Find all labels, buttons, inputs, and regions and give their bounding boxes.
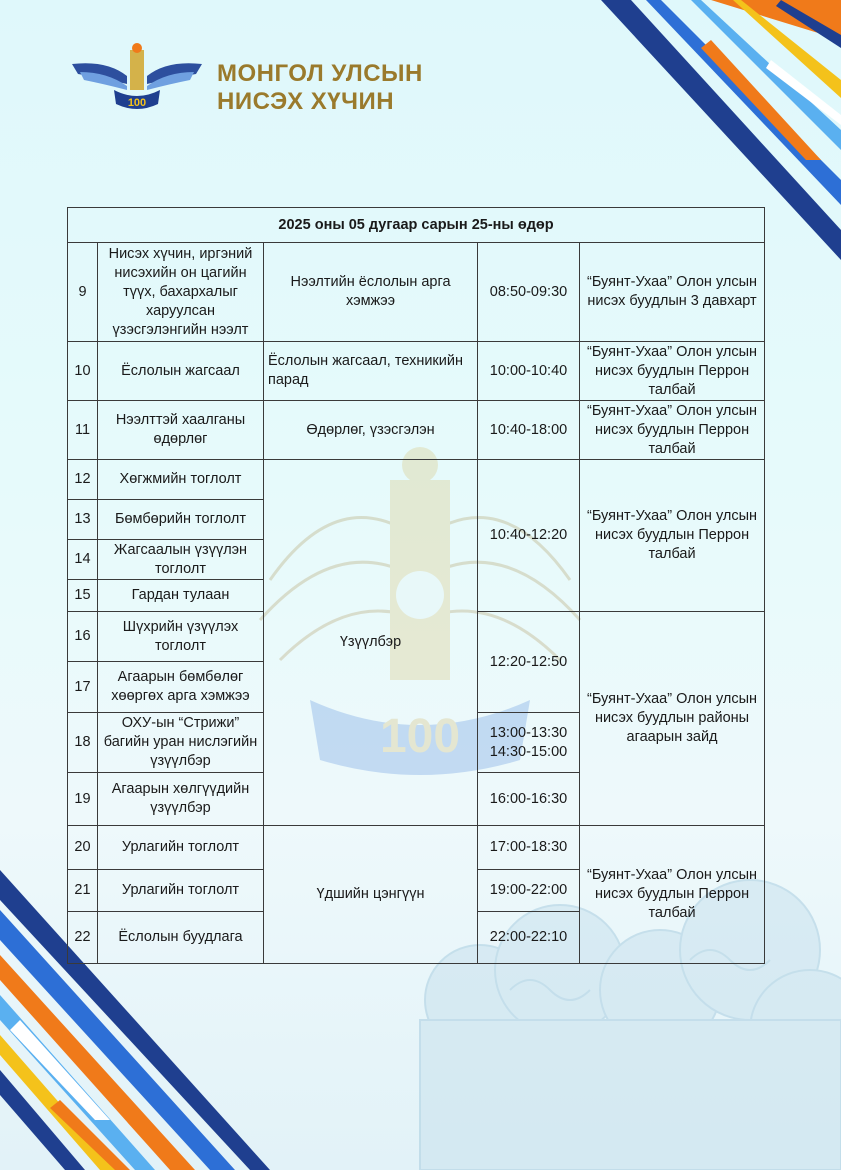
time-cell: 10:40-18:00 (478, 401, 580, 460)
table-row (68, 460, 765, 500)
row-number: 10 (68, 342, 98, 401)
event-cell: Ёслолын буудлага (98, 912, 264, 964)
time-cell: 12:20-12:50 (478, 612, 580, 713)
row-number: 15 (68, 580, 98, 612)
row-number: 18 (68, 713, 98, 773)
brand-title (217, 60, 423, 116)
row-number: 17 (68, 662, 98, 713)
schedule-table (67, 207, 765, 964)
category-cell: Ёслолын жагсаал, техникийн парад (264, 342, 478, 401)
time-line-1: 13:00-13:30 (489, 724, 568, 741)
event-cell: Хөгжмийн тоглолт (98, 460, 264, 500)
time-cell: 10:40-12:20 (478, 460, 580, 612)
event-cell: Бөмбөрийн тоглолт (98, 500, 264, 540)
time-line-2: 14:30-15:00 (489, 743, 568, 760)
row-number: 13 (68, 500, 98, 540)
event-cell: Нээлттэй хаалганы өдөрлөг (98, 401, 264, 460)
category-cell: Үдшийн цэнгүүн (264, 826, 478, 964)
table-row (68, 342, 765, 401)
event-cell: Гардан тулаан (98, 580, 264, 612)
row-number: 9 (68, 243, 98, 342)
time-cell: 22:00-22:10 (478, 912, 580, 964)
date-heading: 2025 оны 05 дугаар сарын 25-ны өдөр (68, 208, 765, 243)
time-cell (478, 713, 580, 773)
event-cell: Жагсаалын үзүүлэн тоглолт (98, 540, 264, 580)
brand-line-2: НИСЭХ ХҮЧИН (217, 88, 395, 115)
logo-number: 100 (127, 97, 147, 109)
event-cell: Нисэх хүчин, иргэний нисэхийн он цагийн түүх, бахархалыг харуулсан үзэсгэлэнгийн нээлт (98, 243, 264, 342)
brand-line-1: МОНГОЛ УЛСЫН (217, 60, 423, 87)
table-row (68, 826, 765, 870)
category-cell: Үзүүлбэр (264, 460, 478, 826)
time-cell: 17:00-18:30 (478, 826, 580, 870)
row-number: 11 (68, 401, 98, 460)
event-cell: ОХУ-ын “Стрижи” багийн уран нислэгийн үзүүлбэр (98, 713, 264, 773)
category-cell: Өдөрлөг, үзэсгэлэн (264, 401, 478, 460)
place-cell: “Буянт-Ухаа” Олон улсын нисэх буудлын районы агаарын зайд (580, 612, 765, 826)
event-cell: Агаарын бөмбөлөг хөөргөх арга хэмжээ (98, 662, 264, 713)
row-number: 21 (68, 870, 98, 912)
event-cell: Урлагийн тоглолт (98, 826, 264, 870)
place-cell: “Буянт-Ухаа” Олон улсын нисэх буудлын Перрон талбай (580, 342, 765, 401)
row-number: 20 (68, 826, 98, 870)
time-cell: 19:00-22:00 (478, 870, 580, 912)
table-row (68, 243, 765, 342)
place-cell: “Буянт-Ухаа” Олон улсын нисэх буудлын 3 давхарт (580, 243, 765, 342)
category-cell: Нээлтийн ёслолын арга хэмжээ (264, 243, 478, 342)
row-number: 12 (68, 460, 98, 500)
event-cell: Урлагийн тоглолт (98, 870, 264, 912)
watermark-number: 100 (379, 710, 461, 763)
time-cell: 10:00-10:40 (478, 342, 580, 401)
place-cell: “Буянт-Ухаа” Олон улсын нисэх буудлын Перрон талбай (580, 460, 765, 612)
event-cell: Агаарын хөлгүүдийн үзүүлбэр (98, 773, 264, 826)
row-number: 22 (68, 912, 98, 964)
row-number: 14 (68, 540, 98, 580)
event-cell: Ёслолын жагсаал (98, 342, 264, 401)
row-number: 16 (68, 612, 98, 662)
row-number: 19 (68, 773, 98, 826)
time-cell: 16:00-16:30 (478, 773, 580, 826)
table-row (68, 401, 765, 460)
time-cell: 08:50-09:30 (478, 243, 580, 342)
place-cell: “Буянт-Ухаа” Олон улсын нисэх буудлын Перрон талбай (580, 401, 765, 460)
place-cell: “Буянт-Ухаа” Олон улсын нисэх буудлын Перрон талбай (580, 826, 765, 964)
event-cell: Шүхрийн үзүүлэх тоглолт (98, 612, 264, 662)
table-header-row (68, 208, 765, 243)
air-force-logo (72, 42, 202, 118)
